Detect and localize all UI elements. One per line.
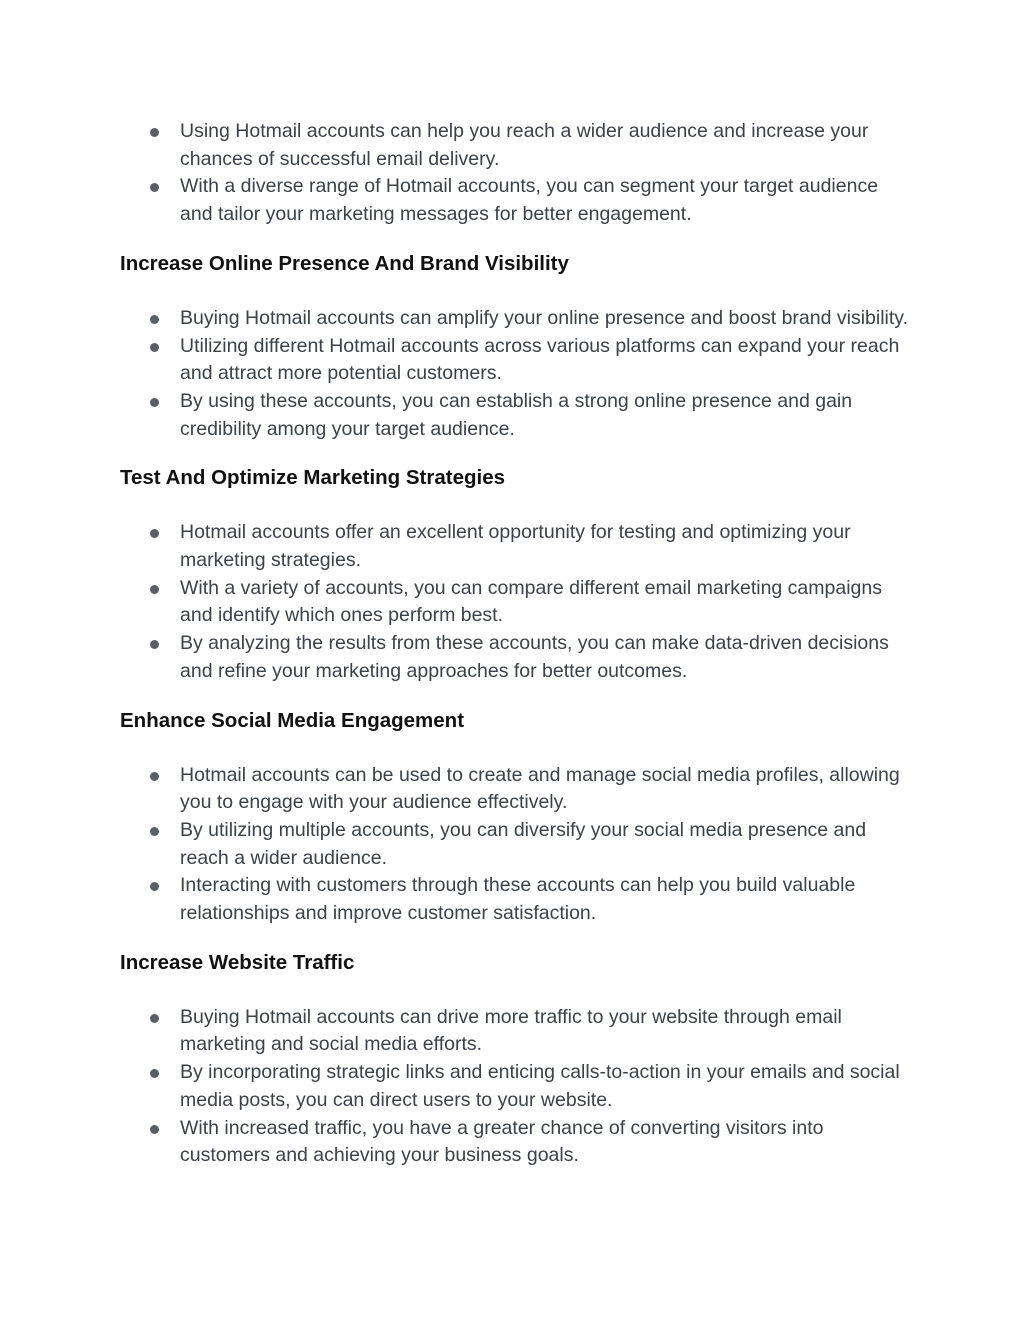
list-item-text: With a variety of accounts, you can compare different email marketing campaigns and identify which ones perform best.: [180, 576, 882, 627]
section-bullet-list: [120, 762, 910, 928]
list-item: [180, 575, 910, 630]
bullet-icon: [150, 1014, 159, 1023]
list-item-text: By utilizing multiple accounts, you can diversify your social media presence and reach a wider audience.: [180, 818, 867, 869]
list-item: [180, 173, 910, 228]
section-bullet-list: [120, 519, 910, 685]
bullet-icon: [150, 128, 159, 137]
bullet-icon: [150, 585, 159, 594]
list-item-text: With a diverse range of Hotmail accounts, you can segment your target audience and tailor your marketing messages for better engagement.: [180, 175, 879, 226]
list-item: [180, 630, 910, 685]
list-item-text: By using these accounts, you can establish a strong online presence and gain credibility among your target audience.: [180, 389, 853, 440]
bullet-icon: [150, 640, 159, 649]
list-item-text: Utilizing different Hotmail accounts across various platforms can expand your reach and attract more potential customers.: [180, 334, 900, 385]
bullet-icon: [150, 315, 159, 324]
bullet-icon: [150, 1125, 159, 1134]
list-item-text: Buying Hotmail accounts can drive more traffic to your website through email marketing and social media efforts.: [180, 1005, 842, 1056]
section-heading: Test And Optimize Marketing Strategies: [120, 466, 506, 490]
list-item-text: Interacting with customers through these accounts can help you build valuable relationships and improve customer satisfaction.: [180, 874, 856, 925]
bullet-icon: [150, 772, 159, 781]
list-item-text: Hotmail accounts offer an excellent opportunity for testing and optimizing your marketing strategies.: [180, 521, 851, 572]
list-item-text: By analyzing the results from these accounts, you can make data-driven decisions and refine your marketing approaches for better outcomes.: [180, 632, 889, 682]
intro-bullet-list: [120, 118, 910, 229]
list-item: [180, 333, 910, 388]
list-item: [180, 1115, 910, 1170]
bullet-icon: [150, 882, 159, 891]
list-item-text: Buying Hotmail accounts can amplify your online presence and boost brand visibility.: [180, 306, 909, 329]
list-item: [180, 1059, 910, 1114]
list-item: [180, 817, 910, 872]
bullet-icon: [150, 343, 159, 352]
list-item-text: By incorporating strategic links and enticing calls-to-action in your emails and social media posts, you can direct users to your website.: [180, 1061, 900, 1111]
bullet-icon: [150, 398, 159, 407]
bullet-icon: [150, 183, 159, 192]
list-item: [180, 305, 910, 333]
section-bullet-list: [120, 305, 910, 444]
list-item-text: Hotmail accounts can be used to create and manage social media profiles, allowing you to engage with your audience effectively.: [180, 763, 900, 814]
list-item-text: Using Hotmail accounts can help you reach a wider audience and increase your chances of successful email delivery.: [180, 120, 869, 170]
bullet-icon: [150, 529, 159, 538]
bullet-icon: [150, 827, 159, 836]
list-item: [180, 118, 910, 173]
bullet-icon: [150, 1069, 159, 1078]
list-item: [180, 519, 910, 574]
section-bullet-list: [120, 1004, 910, 1170]
section-heading: Enhance Social Media Engagement: [120, 708, 465, 732]
list-item: [180, 872, 910, 927]
list-item-text: With increased traffic, you have a greater chance of converting visitors into customers and achieving your business goals.: [180, 1116, 824, 1167]
list-item: [180, 388, 910, 443]
list-item: [180, 1004, 910, 1059]
document-content: [120, 118, 910, 1170]
section-heading: Increase Website Traffic: [120, 950, 355, 974]
section-heading: Increase Online Presence And Brand Visibility: [120, 251, 569, 275]
list-item: [180, 762, 910, 817]
